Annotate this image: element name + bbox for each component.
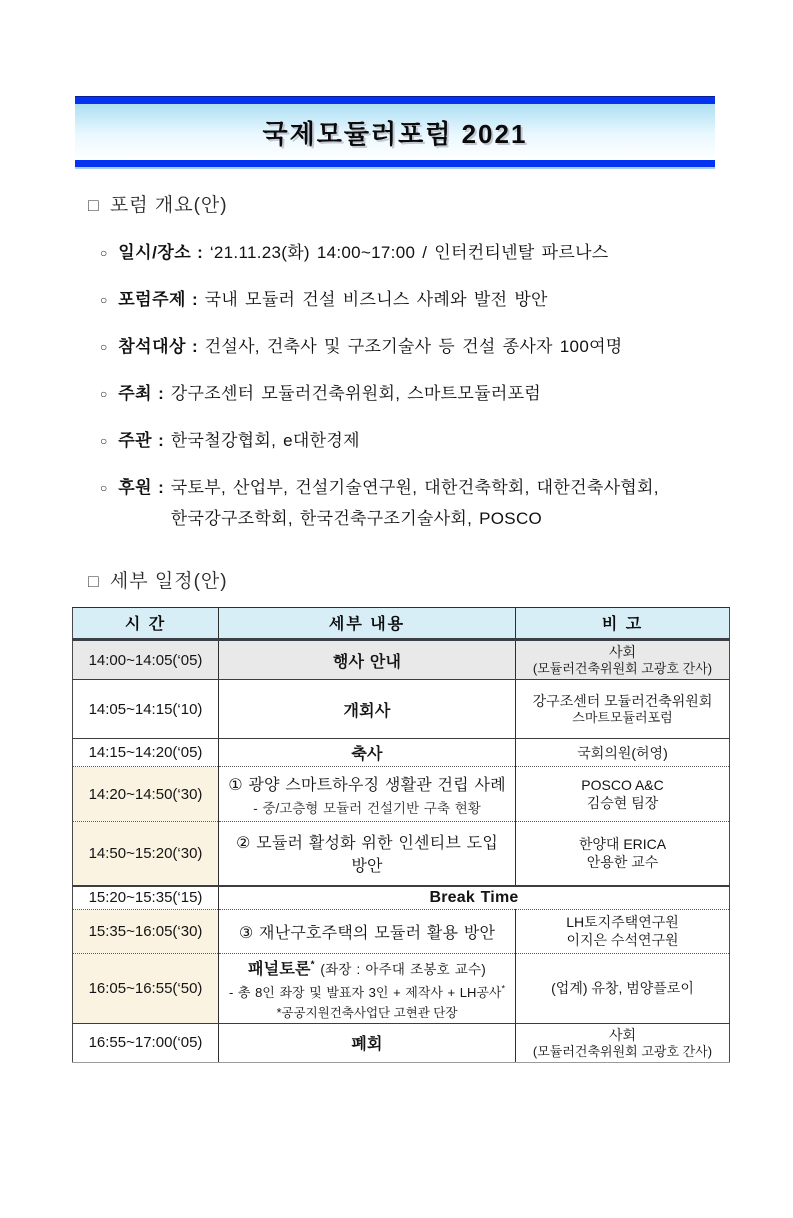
circle-bullet-icon: ○ [100,481,108,495]
schedule-row-talk3 [73,909,730,953]
schedule-header-row [73,608,730,640]
overview-item-sponsor [100,477,740,530]
colon-separator: : [158,384,164,403]
overview-item-text: 국내 모듈러 건설 비즈니스 사례와 발전 방안 [204,290,548,309]
content-cell: ② 모듈러 활성화 위한 인센티브 도입 방안 [219,822,516,886]
colon-separator: : [197,243,203,262]
content-cell-merged: Break Time [219,886,730,910]
time-cell: 14:50~15:20(‘30) [73,822,219,886]
schedule-row-opening [73,680,730,739]
checkbox-marker-icon: □ [88,571,100,591]
remark-cell: 사회 (모듈러건축위원회 고광호 간사) [516,1023,730,1062]
schedule-row-talk1 [73,767,730,822]
content-cell: 폐회 [219,1023,516,1062]
column-header-remark: 비 고 [516,608,730,640]
overview-item-label: 일시/장소 [118,243,192,262]
overview-item-text-line2: 한국강구조학회, 한국건축구조기술사회, POSCO [170,509,543,528]
circle-bullet-icon: ○ [100,434,108,448]
content-cell: ① 광양 스마트하우징 생활관 건립 사례 - 중/고층형 모듈러 건설기반 구축 현황 [219,767,516,822]
checkbox-marker-icon: □ [88,195,100,215]
schedule-row-break [73,886,730,910]
colon-separator: : [158,478,164,497]
overview-item-label: 주관 [118,431,153,450]
section-heading-overview-label: 포럼 개요(안) [109,195,228,216]
remark-cell: POSCO A&C 김승현 팀장 [516,767,730,822]
content-cell [219,953,516,1023]
asterisk-superscript: * [310,959,315,971]
schedule-row-panel [73,953,730,1023]
overview-item-label: 포럼주제 [118,290,186,309]
panel-participants: - 총 8인 좌장 및 발표자 3인 + 제작사 + LH공사* [228,983,506,1000]
remark-cell: 국회의원(허영) [516,739,730,767]
schedule-row-talk2 [73,822,730,886]
section-heading-overview [88,190,793,217]
colon-separator: : [158,431,164,450]
remark-cell: (업계) 유창, 범양플로이 [516,953,730,1023]
circle-bullet-icon: ○ [100,246,108,260]
time-cell: 15:35~16:05(‘30) [73,909,219,953]
document-title: 국제모듈러포럼 2021 [262,119,528,149]
overview-item-label: 후원 [118,478,153,497]
panel-footnote: *공공지원건축사업단 고현관 단장 [276,1005,458,1020]
section-heading-schedule [88,566,793,593]
overview-item-text: 강구조센터 모듈러건축위원회, 스마트모듈러포럼 [170,384,542,403]
time-cell: 14:15~14:20(‘05) [73,739,219,767]
overview-item-text: 건설사, 건축사 및 구조기술사 등 건설 종사자 100여명 [204,337,623,356]
content-cell: 행사 안내 [219,640,516,680]
panel-title: 패널토론 [248,960,311,978]
content-cell: 축사 [219,739,516,767]
column-header-content: 세부 내용 [219,608,516,640]
schedule-row-closing [73,1023,730,1062]
section-heading-schedule-label: 세부 일정(안) [109,571,228,592]
overview-item-label: 참석대상 [118,337,186,356]
schedule-row-congrats [73,739,730,767]
colon-separator: : [191,290,198,309]
schedule-row-announcement [73,640,730,680]
panel-chair: (좌장 : 아주대 조봉호 교수) [320,961,486,977]
time-cell: 15:20~15:35(‘15) [73,886,219,910]
overview-item-topic [100,289,740,311]
content-cell: 개회사 [219,680,516,739]
content-cell: ③ 재난구호주택의 모듈러 활용 방안 [219,909,516,953]
remark-cell: LH토지주택연구원 이지은 수석연구원 [516,909,730,953]
overview-list [100,242,740,530]
colon-separator: : [191,337,198,356]
schedule-table [72,607,730,1063]
overview-item-datetime [100,242,740,264]
overview-item-organizer [100,430,740,452]
column-header-time: 시 간 [73,608,219,640]
time-cell: 14:20~14:50(‘30) [73,767,219,822]
overview-item-attendees [100,336,740,358]
remark-cell: 사회 (모듈러건축위원회 고광호 간사) [516,640,730,680]
remark-cell: 강구조센터 모듈러건축위원회 스마트모듈러포럼 [516,680,730,739]
overview-item-text: ‘21.11.23(화) 14:00~17:00 / 인터컨티넨탈 파르나스 [209,243,609,262]
time-cell: 16:55~17:00(‘05) [73,1023,219,1062]
document-title-banner [75,97,715,167]
overview-item-host [100,383,740,405]
circle-bullet-icon: ○ [100,340,108,354]
time-cell: 14:00~14:05(‘05) [73,640,219,680]
overview-item-text: 국토부, 산업부, 건설기술연구원, 대한건축학회, 대한건축사협회, 한국강구조학회, 한국건축구조기술사회, POSCO [170,478,659,528]
remark-cell: 한양대 ERICA 안용한 교수 [516,822,730,886]
time-cell: 14:05~14:15(‘10) [73,680,219,739]
circle-bullet-icon: ○ [100,387,108,401]
asterisk-superscript: * [501,983,506,994]
overview-item-text: 한국철강협회, e대한경제 [170,431,360,450]
time-cell: 16:05~16:55(‘50) [73,953,219,1023]
overview-item-label: 주최 [118,384,153,403]
circle-bullet-icon: ○ [100,293,108,307]
